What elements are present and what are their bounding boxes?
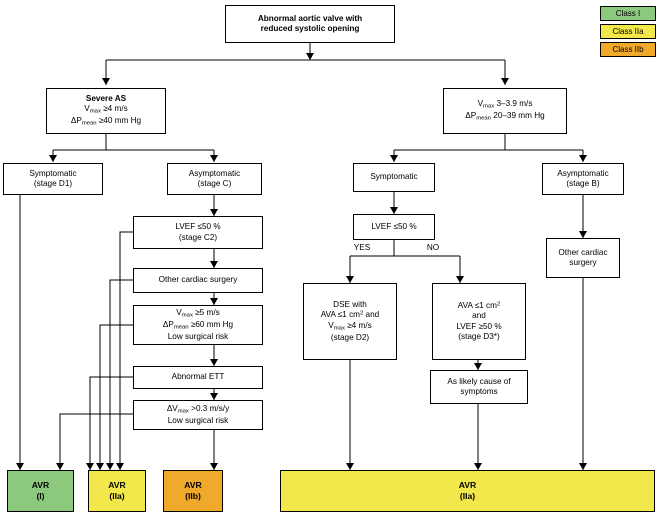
node-delta-vmax-low-risk	[133, 400, 263, 430]
node-asymptomatic-stage-b-line2: (stage B)	[566, 179, 600, 188]
node-ava-lvef-line1: AVA ≤1 $cm^2$	[457, 301, 501, 310]
node-dse-line2: AVA ≤1 $cm^2$ and	[320, 310, 380, 320]
node-lvef-right	[353, 214, 435, 240]
terminal-avr-class-1	[7, 470, 74, 512]
node-moderate-as-vmax: $V_{max}$ 3–3.9 m/s	[477, 98, 533, 110]
node-severe-as-title: Severe AS	[85, 93, 127, 103]
legend-class-1	[600, 6, 656, 21]
terminal-avr-class-2b	[163, 470, 223, 512]
legend-class-2a	[600, 24, 656, 39]
node-asymptomatic-stage-c-line2: (stage C)	[197, 179, 232, 188]
node-as-likely-cause-line2: symptoms	[460, 387, 498, 396]
node-other-cardiac-surgery-right-line1: Other cardiac	[558, 247, 608, 257]
node-abnormal-aortic-valve-line2: reduced systolic opening	[260, 24, 360, 33]
node-vmax-5-low-risk	[133, 305, 263, 345]
terminal-avr-class-2a-left	[88, 470, 146, 512]
node-other-cardiac-surgery-left-label: Other cardiac surgery	[158, 275, 238, 285]
node-vmax-5-vmax: $V_{max} \ge 5$ m/s	[176, 307, 220, 319]
terminal-avr-class-2b-class: (IIb)	[185, 491, 201, 501]
node-as-likely-cause	[430, 370, 528, 404]
node-ava-lvef-line4: (stage D3*)	[458, 331, 500, 341]
node-dse	[303, 283, 397, 360]
node-severe-as-vmax: $V_{max} \ge 4$ m/s	[84, 104, 128, 115]
node-severe-as-gradient: $\Delta P_{mean} \ge 40$ mm Hg	[70, 116, 142, 127]
node-ava-lvef-line3: LVEF ≥50 %	[456, 321, 502, 331]
terminal-avr-class-2a-left-label: AVR	[108, 479, 126, 490]
node-ava-lvef-stage-d3	[432, 283, 526, 360]
node-lvef-right-label: LVEF ≤50 %	[371, 221, 417, 231]
node-symptomatic-stage-d1-line2: (stage D1)	[33, 179, 73, 188]
node-asymptomatic-stage-b	[542, 163, 624, 195]
node-other-cardiac-surgery-left	[133, 268, 263, 293]
node-moderate-as-gradient: $\Delta P_{mean}$ 20–39 mm Hg	[465, 111, 545, 122]
terminal-avr-class-1-label: AVR	[31, 479, 50, 490]
terminal-avr-class-2a-right-label: AVR	[458, 479, 477, 490]
legend-class-1-label: Class I	[615, 9, 641, 18]
node-dse-line1: DSE with	[333, 300, 367, 310]
node-abnormal-ett	[133, 366, 263, 389]
terminal-avr-class-2a-right	[280, 470, 655, 512]
node-other-cardiac-surgery-right-line2: surgery	[569, 258, 597, 267]
node-vmax-5-gradient: $\Delta P_{mean} \ge 60$ mm Hg	[162, 319, 234, 331]
node-vmax-5-risk: Low surgical risk	[167, 331, 229, 341]
node-asymptomatic-stage-b-line1: Asymptomatic	[557, 168, 609, 178]
node-abnormal-aortic-valve	[225, 5, 395, 43]
node-lvef-stage-c2	[133, 216, 263, 249]
terminal-avr-class-2b-label: AVR	[184, 479, 202, 490]
node-symptomatic-right-label: Symptomatic	[370, 172, 418, 182]
node-abnormal-aortic-valve-line1: Abnormal aortic valve with	[257, 13, 363, 23]
node-moderate-as	[443, 88, 567, 134]
node-ava-lvef-line2: and	[472, 311, 486, 321]
node-delta-vmax-risk: Low surgical risk	[167, 415, 229, 425]
node-lvef-stage-c2-line1: LVEF ≤50 %	[175, 222, 221, 232]
terminal-avr-class-2a-left-class: (IIa)	[109, 491, 125, 501]
node-other-cardiac-surgery-right	[546, 238, 620, 278]
terminal-avr-class-1-class: (I)	[36, 491, 45, 501]
node-asymptomatic-stage-c	[167, 163, 262, 195]
node-symptomatic-stage-d1	[3, 163, 103, 195]
branch-label-no: NO	[426, 243, 440, 252]
node-asymptomatic-stage-c-line1: Asymptomatic	[188, 168, 241, 178]
node-dse-line3: $V_{max} \ge 4$ m/s	[328, 320, 372, 332]
terminal-avr-class-2a-right-class: (IIa)	[459, 491, 476, 501]
node-severe-as	[46, 88, 166, 134]
node-dse-line4: (stage D2)	[330, 332, 370, 342]
legend-class-2b	[600, 42, 656, 57]
branch-label-yes: YES	[353, 243, 371, 252]
legend-class-2b-label: Class IIb	[612, 45, 644, 54]
node-lvef-stage-c2-line2: (stage C2)	[178, 232, 218, 242]
node-abnormal-ett-label: Abnormal ETT	[171, 372, 225, 382]
node-delta-vmax-rate: $\Delta V_{max} >0.3$ m/s/y	[166, 403, 230, 415]
node-symptomatic-right	[353, 163, 435, 192]
legend-class-2a-label: Class IIa	[612, 27, 644, 36]
node-as-likely-cause-line1: As likely cause of	[447, 376, 511, 386]
node-symptomatic-stage-d1-line1: Symptomatic	[29, 168, 77, 178]
